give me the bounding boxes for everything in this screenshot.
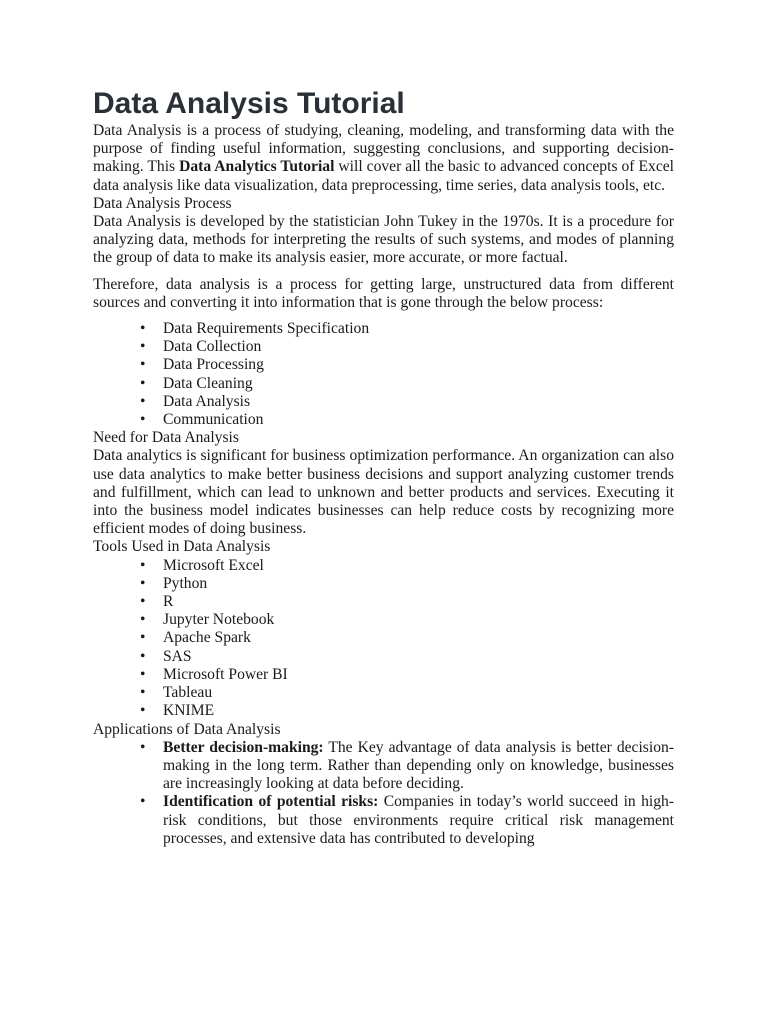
list-item: • Data Cleaning [140,374,253,392]
bullet-icon: • [140,374,146,392]
applications-list [93,739,674,848]
bullet-icon: • [140,629,146,647]
bullet-icon: • [140,684,146,702]
intro-bold-text: Data Analytics Tutorial [179,158,335,176]
bullet-icon: • [140,647,146,665]
tools-heading: Tools Used in Data Analysis [93,538,271,556]
list-item: • Tableau [140,684,213,702]
application-text: The Key advantage of data analysis is better decision-making in the long term. Rather than depending only on knowledge, businesses are increasingly looking at data before deciding. [163,738,674,793]
bullet-icon: • [140,593,146,611]
list-item: • Data Processing [140,356,264,374]
process-steps-list [93,320,674,429]
list-item: • R [140,593,174,611]
list-item: • SAS [140,647,192,665]
bullet-icon: • [140,338,146,356]
bullet-icon: • [140,356,146,374]
bullet-icon: • [140,392,146,410]
list-item [140,738,674,794]
list-item: • Microsoft Power BI [140,665,288,683]
process-paragraph-2: Therefore, data analysis is a process for getting large, unstructured data from different sources and converting it into information that is gone through the below process: [93,275,674,311]
list-item: • Python [140,574,208,592]
list-item: • Data Requirements Specification [140,320,370,338]
application-text: Companies in today’s world succeed in high-risk conditions, but those environments require critical risk management processes, and extensive data has contributed to developing [163,793,674,847]
process-paragraph-1: Data Analysis is developed by the statistician John Tukey in the 1970s. It is a procedure for analyzing data, methods for interpreting the results of such systems, and modes of planning the group of data to make its analysis easier, more accurate, or more factual. [93,213,674,267]
list-item: • KNIME [140,702,215,720]
intro-text-2: will cover all the basic to advanced concepts of Excel data analysis like data visualization, data preprocessing, time series, data analysis tools, etc. [93,158,674,194]
need-heading: Need for Data Analysis [93,429,239,447]
intro-text-1: Data Analysis is a process of studying, cleaning, modeling, and transforming data with the purpose of finding useful information, suggesting conclusions, and supporting decision-making. This [93,122,674,176]
bullet-icon: • [140,665,146,683]
list-item: • Microsoft Excel [140,556,264,574]
applications-heading: Applications of Data Analysis [93,720,281,738]
list-item: • Data Collection [140,338,262,356]
bullet-icon: • [140,574,146,592]
list-item: • Data Analysis [140,392,251,410]
bullet-icon: • [140,320,146,338]
bullet-icon: • [140,411,146,429]
list-item: • Jupyter Notebook [140,611,275,629]
application-term: Identification of potential risks: [163,793,379,811]
document-page [93,86,674,848]
application-term: Better decision-making: [163,738,324,756]
intro-paragraph [93,122,674,195]
bullet-icon: • [140,738,146,756]
list-item: • Apache Spark [140,629,251,647]
bullet-icon: • [140,611,146,629]
tools-list [93,557,674,721]
process-heading: Data Analysis Process [93,194,232,212]
bullet-icon: • [140,793,146,811]
page-title: Data Analysis Tutorial [93,87,405,120]
bullet-icon: • [140,556,146,574]
list-item: • Communication [140,411,264,429]
bullet-icon: • [140,702,146,720]
list-item [140,793,674,848]
need-paragraph: Data analytics is significant for business optimization performance. An organization can also use data analytics to make better business decisions and support analyzing customer trends and fulfillment, which can lead to unknown and better products and services. Executing it into the business model indicates businesses can help reduce costs by recognizing more efficient modes of doing business. [93,447,674,538]
